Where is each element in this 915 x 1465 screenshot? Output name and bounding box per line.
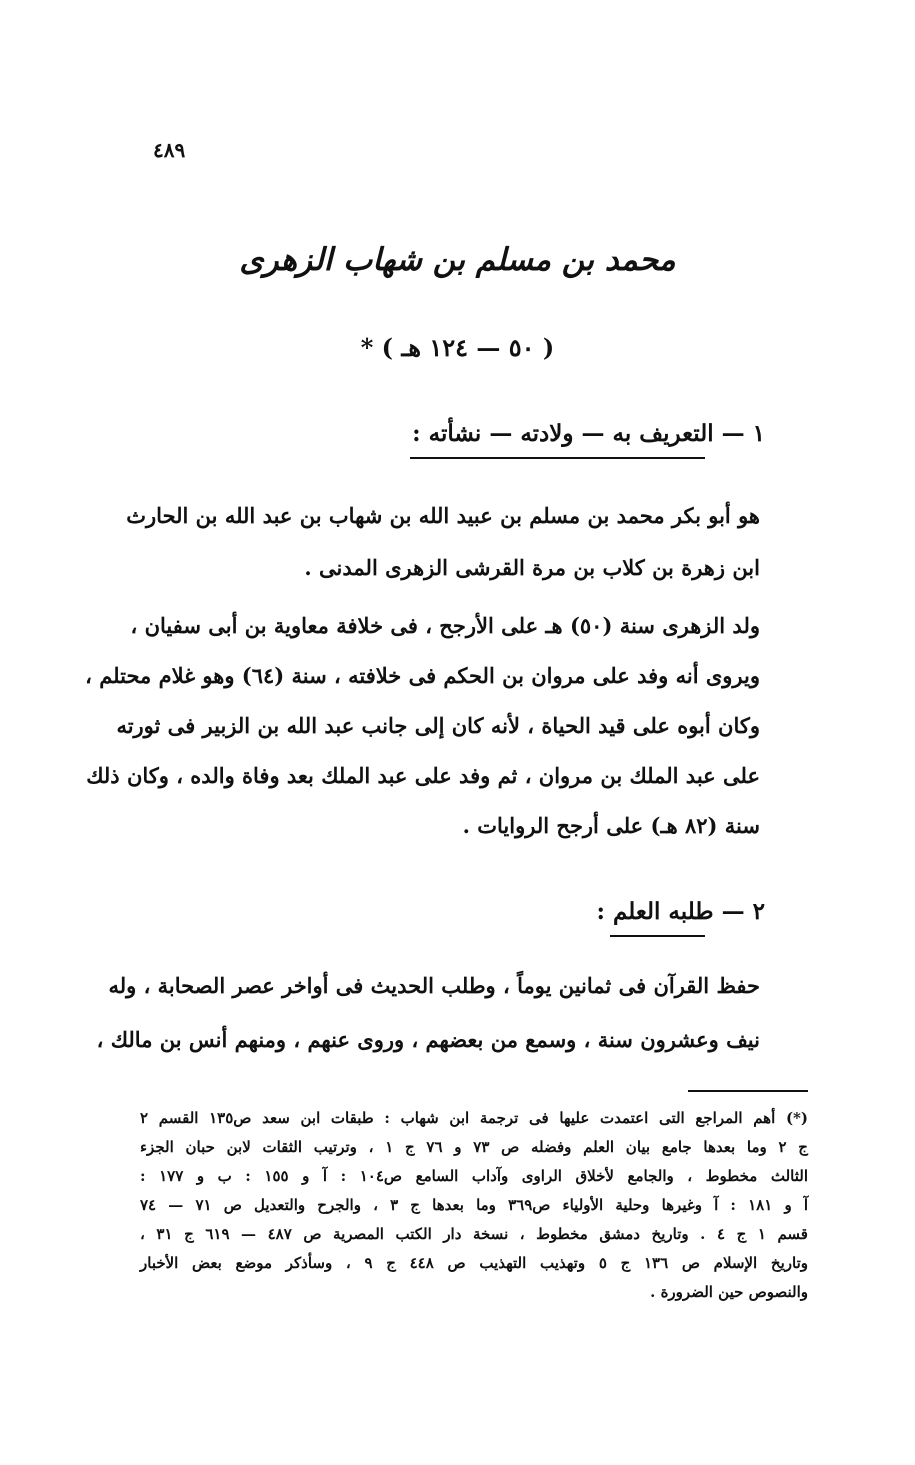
- footnote-line: والنصوص حين الضرورة .: [650, 1283, 808, 1301]
- paragraph-line: هو أبو بكر محمد بن مسلم بن عبيد الله بن شهاب بن عبد الله بن الحارث: [126, 503, 760, 528]
- footnote-separator: [688, 1090, 808, 1092]
- paragraph-line: ابن زهرة بن كلاب بن مرة القرشى الزهرى المدنى .: [304, 555, 760, 580]
- section-heading-1: ١ — التعريف به — ولادته — نشأته :: [412, 420, 765, 447]
- page-title: محمد بن مسلم بن شهاب الزهرى: [239, 242, 676, 278]
- paragraph-line: ولد الزهرى سنة (٥٠) هـ على الأرجح ، فى خلافة معاوية بن أبى سفيان ،: [130, 613, 760, 638]
- footnote-line: الثالث مخطوط ، والجامع لأخلاق الراوى وآداب السامع ص١٠٤ : آ و ١٥٥ : ب و ١٧٧ :: [140, 1167, 809, 1185]
- section-heading-2: ٢ — طلبه العلم :: [596, 898, 765, 925]
- section-heading-1-underline: [410, 457, 705, 459]
- life-dates: ( ٥٠ — ١٢٤ هـ ) *: [360, 333, 555, 362]
- paragraph-line: سنة (٨٢ هـ) على أرجح الروايات .: [462, 813, 760, 838]
- paragraph-line: ويروى أنه وفد على مروان بن الحكم فى خلافته ، سنة (٦٤) وهو غلام محتلم ،: [85, 663, 760, 688]
- paragraph-line: نيف وعشرون سنة ، وسمع من بعضهم ، وروى عنهم ، ومنهم أنس بن مالك ،: [96, 1027, 760, 1052]
- footnote-line: ج ٢ وما بعدها جامع بيان العلم وفضله ص ٧٣ و ٧٦ ج ١ ، وترتيب الثقات لابن حبان الجزء: [140, 1138, 808, 1156]
- footnote-line: آ و ١٨١ : آ وغيرها وحلية الأولياء ص٣٦٩ وما بعدها ج ٣ ، والجرح والتعديل ص ٧١ — ٧٤: [140, 1196, 809, 1214]
- paragraph-line: حفظ القرآن فى ثمانين يوماً ، وطلب الحديث فى أواخر عصر الصحابة ، وله: [108, 973, 760, 998]
- page-number: ٤٨٩: [153, 138, 186, 162]
- section-heading-2-underline: [610, 935, 705, 937]
- footnote-line: قسم ١ ج ٤ . وتاريخ دمشق مخطوط ، نسخة دار الكتب المصرية ص ٤٨٧ — ٦١٩ ج ٣١ ،: [140, 1225, 808, 1243]
- footnote-line: (*) أهم المراجع التى اعتمدت عليها فى ترجمة ابن شهاب : طبقات ابن سعد ص١٣٥ القسم ٢: [140, 1109, 808, 1127]
- paragraph-line: على عبد الملك بن مروان ، ثم وفد على عبد الملك بعد وفاة والده ، وكان ذلك: [86, 763, 760, 788]
- footnote-line: وتاريخ الإسلام ص ١٣٦ ج ٥ وتهذيب التهذيب ص ٤٤٨ ج ٩ ، وسأذكر موضع بعض الأخبار: [140, 1254, 808, 1272]
- paragraph-line: وكان أبوه على قيد الحياة ، لأنه كان إلى جانب عبد الله بن الزبير فى ثورته: [116, 713, 760, 738]
